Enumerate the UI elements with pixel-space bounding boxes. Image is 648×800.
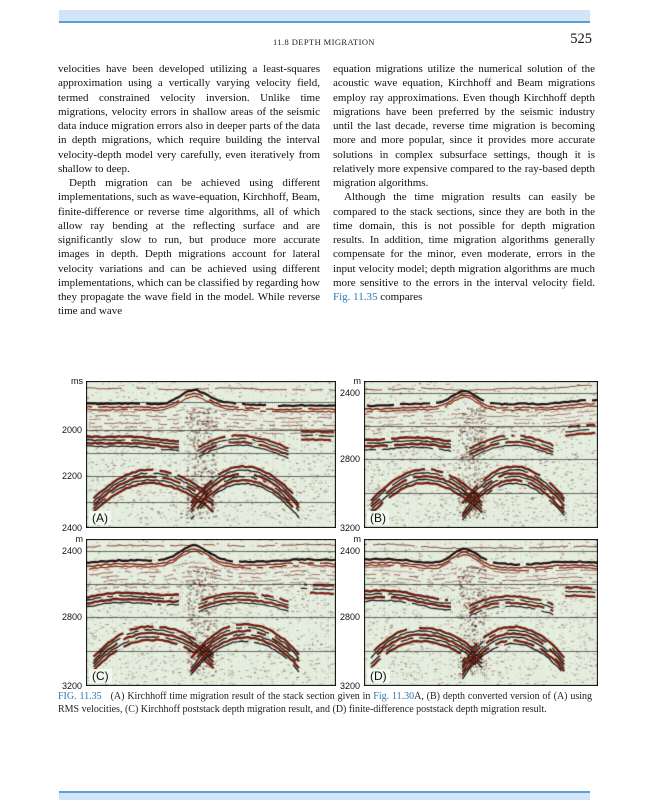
y-axis-panel-c [56,534,86,691]
panel-label-a: (A) [89,511,111,525]
paragraph-text: Although the time migration results can easily be compared to the stack sections, since they are both in the time domain, this is not possible for depth migration results. In addition, time migration algorithms generally compensate for the minor, even moderate, errors in the input velocity model; depth migration algorithms are much more sensitive to the errors in the interval velocity field. [333,191,595,289]
y-axis-tick: 2400 [339,387,360,398]
section-heading: 11.8 DEPTH MIGRATION [273,37,375,47]
text-column-left [58,62,320,319]
figure-panel-d [364,539,598,686]
y-axis-tick: 2200 [61,470,82,481]
body-text [58,62,595,319]
figure-panel-c [86,539,336,686]
seismic-section-b [364,381,598,528]
paragraph: Depth migration can be achieved using different implementations, such as wave-equation, Kirchhoff, Beam, finite-difference or reverse time algorithms, all of which allow ray bending at the reflecting surface and are significantly slow to run, but produce more accurate images in depth. Depth migrations account for lateral velocity variations and can be achieved using different implementations, which can be classified by regarding how they propagate the wave field in the model. While reverse time and wave [58,177,320,318]
footer-rule [59,791,590,800]
figure-panel-b [364,381,598,528]
y-axis-panel-a [56,376,86,533]
caption-text: A, (B) depth converted version of (A) using RMS velocities, (C) Kirchhoff poststack depth migration result, and (D) finite-difference poststack depth migration result. [58,691,593,715]
figure-panel-a [86,381,336,528]
y-axis-tick: 3200 [61,681,82,691]
paragraph [333,190,595,304]
panel-label-c: (C) [89,669,112,683]
paragraph: velocities have been developed utilizing a least-squares approximation using a vertically varying velocity field, termed constrained velocity inversion. Unlike time migrations, velocity errors in shallow areas of the seismic data induce migration errors also in deeper parts of the data in depth migrations, which require building the interval velocity-depth model very carefully, even iteratively from shallow to deep. [58,63,320,175]
y-axis-tick: 3200 [339,523,360,533]
y-axis-unit: ms [71,376,83,386]
y-axis-tick: 2800 [339,611,360,622]
y-axis-unit: m [75,534,83,544]
y-axis-tick: 2000 [61,424,82,435]
seismic-section-a [86,381,336,528]
y-axis-tick: 2400 [61,523,82,533]
y-axis-panel-b [336,376,364,533]
figure-reference-link[interactable]: Fig. 11.30 [373,691,415,702]
header-rule [59,10,590,23]
panel-label-b: (B) [367,511,389,525]
figure-caption-label: FIG. 11.35 [58,691,102,702]
seismic-section-d [364,539,598,686]
panel-label-d: (D) [367,669,390,683]
paragraph-text: compares [377,291,423,303]
text-column-right [333,62,595,319]
seismic-section-c [86,539,336,686]
paragraph: equation migrations utilize the numerical solution of the acoustic wave equation, Kirchhoff and Beam migrations employ ray approximations. Even though Kirchhoff depth migrations have been preferred by the seismic industry until the last decade, reverse time migration is becoming more and more popular, since it provides more accurate solutions in complex subsurface settings, though it is relatively more expensive compared to the ray-based depth migration algorithms. [333,63,595,189]
caption-text: (A) Kirchhoff time migration result of the stack section given in [110,691,374,702]
y-axis-tick: 2400 [61,545,82,556]
page-number: 525 [570,31,592,47]
figure-11-35 [56,376,598,691]
y-axis-tick: 2800 [61,611,82,622]
figure-row-top [56,376,598,533]
y-axis-tick: 2400 [339,545,360,556]
figure-row-bottom [56,534,598,691]
figure-reference-link[interactable]: Fig. 11.35 [333,291,378,303]
y-axis-unit: m [353,534,361,544]
y-axis-unit: m [353,376,361,386]
figure-caption [58,691,592,717]
y-axis-tick: 2800 [339,453,360,464]
y-axis-tick: 3200 [339,681,360,691]
y-axis-panel-d [336,534,364,691]
